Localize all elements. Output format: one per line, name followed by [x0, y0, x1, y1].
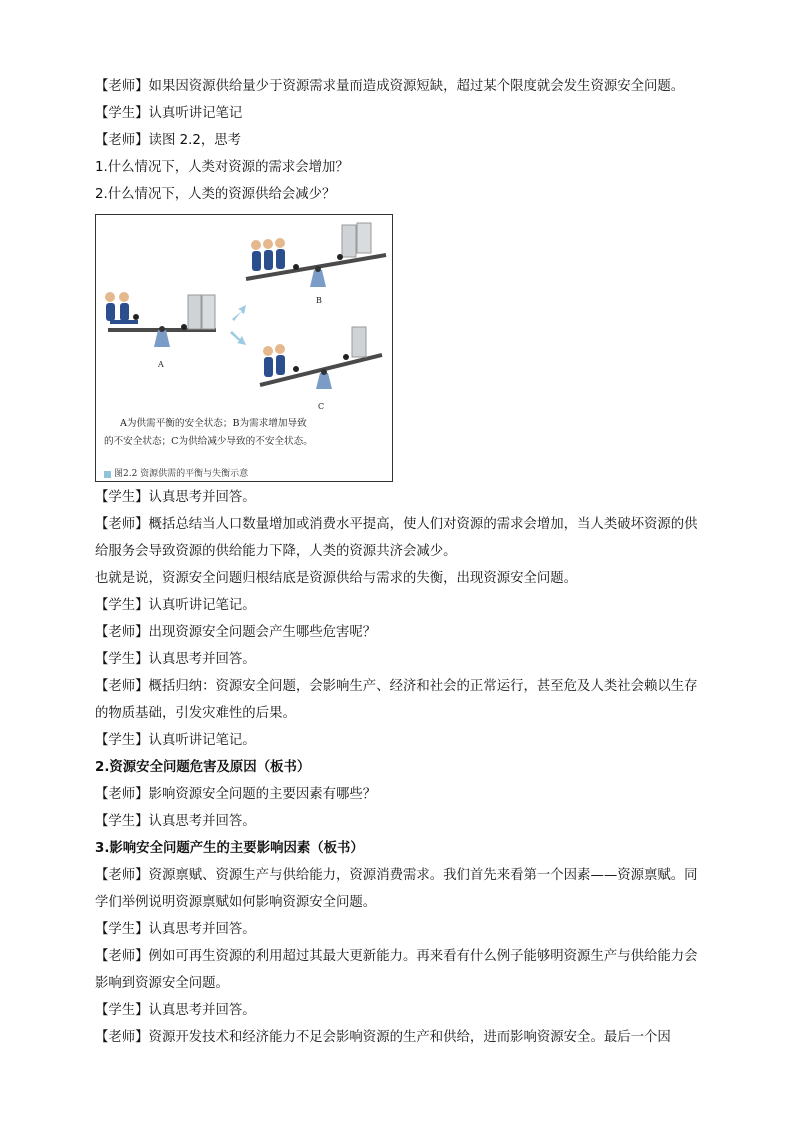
title-square-icon: [104, 471, 111, 478]
label-a: A: [158, 360, 164, 369]
paragraph: 【学生】认真思考并回答。: [95, 922, 256, 937]
seesaw-a: [105, 292, 216, 347]
seesaw-c: [260, 327, 382, 389]
seesaw-b: [246, 223, 386, 287]
paragraph: 【学生】认真思考并回答。: [95, 652, 256, 667]
paragraph: 【老师】出现资源安全问题会产生哪些危害呢？: [95, 625, 377, 640]
paragraph: 【老师】例如可再生资源的利用超过其最大更新能力。再来看有什么例子能够明资源生产与供给能力会影响到资源安全问题。: [95, 949, 698, 991]
figure-title: 图2.2 资源供需的平衡与失衡示意: [104, 461, 248, 488]
paragraph: 【学生】认真思考并回答。: [95, 814, 256, 829]
paragraph: 【学生】认真思考并回答。: [95, 1003, 256, 1018]
paragraph: 【学生】认真思考并回答。: [95, 490, 256, 505]
lesson-dialogue: [95, 484, 707, 1051]
paragraph: 【学生】认真听讲记笔记。: [95, 598, 256, 613]
figure-caption: [104, 415, 384, 451]
caption-line-2: 的不安全状态；C为供给减少导致的不安全状态。: [104, 436, 313, 447]
label-b: B: [316, 296, 322, 305]
label-c: C: [318, 402, 325, 411]
caption-line-1: A为供需平衡的安全状态；B为需求增加导致: [120, 418, 307, 429]
section-heading: 3.影响安全问题产生的主要影响因素（板书）: [95, 841, 364, 856]
paragraph: 【老师】资源禀赋、资源生产与供给能力，资源消费需求。我们首先来看第一个因素——资源禀赋。同学们举例说明资源禀赋如何影响资源安全问题。: [95, 868, 698, 910]
question-1: 1.什么情况下，人类对资源的需求会增加？: [95, 160, 349, 175]
paragraph: 【老师】如果因资源供给量少于资源需求量而造成资源短缺，超过某个限度就会发生资源安全问题。: [95, 79, 685, 94]
paragraph: 也就是说，资源安全问题归根结底是资源供给与需求的失衡，出现资源安全问题。: [95, 571, 578, 586]
paragraph: 【老师】概括归纳：资源安全问题，会影响生产、经济和社会的正常运行，甚至危及人类社会赖以生存的物质基础，引发灾难性的后果。: [95, 679, 698, 721]
section-heading: 2.资源安全问题危害及原因（板书）: [95, 760, 311, 775]
paragraph: 【老师】资源开发技术和经济能力不足会影响资源的生产和供给，进而影响资源安全。最后一个因: [95, 1030, 671, 1045]
paragraph: 【老师】读图 2.2，思考: [95, 133, 242, 148]
paragraph: 【老师】影响资源安全问题的主要因素有哪些？: [95, 787, 377, 802]
figure-2-2: [95, 214, 393, 482]
question-2: 2.什么情况下，人类的资源供给会减少？: [95, 187, 336, 202]
paragraph: 【学生】认真听讲记笔记。: [95, 733, 256, 748]
paragraph: 【学生】认真听讲记笔记: [95, 106, 243, 121]
document-body: [95, 73, 707, 1051]
paragraph: 【老师】概括总结当人口数量增加或消费水平提高，使人们对资源的需求会增加，当人类破坏资源的供给服务会导致资源的供给能力下降，人类的资源共济会减少。: [95, 517, 698, 559]
